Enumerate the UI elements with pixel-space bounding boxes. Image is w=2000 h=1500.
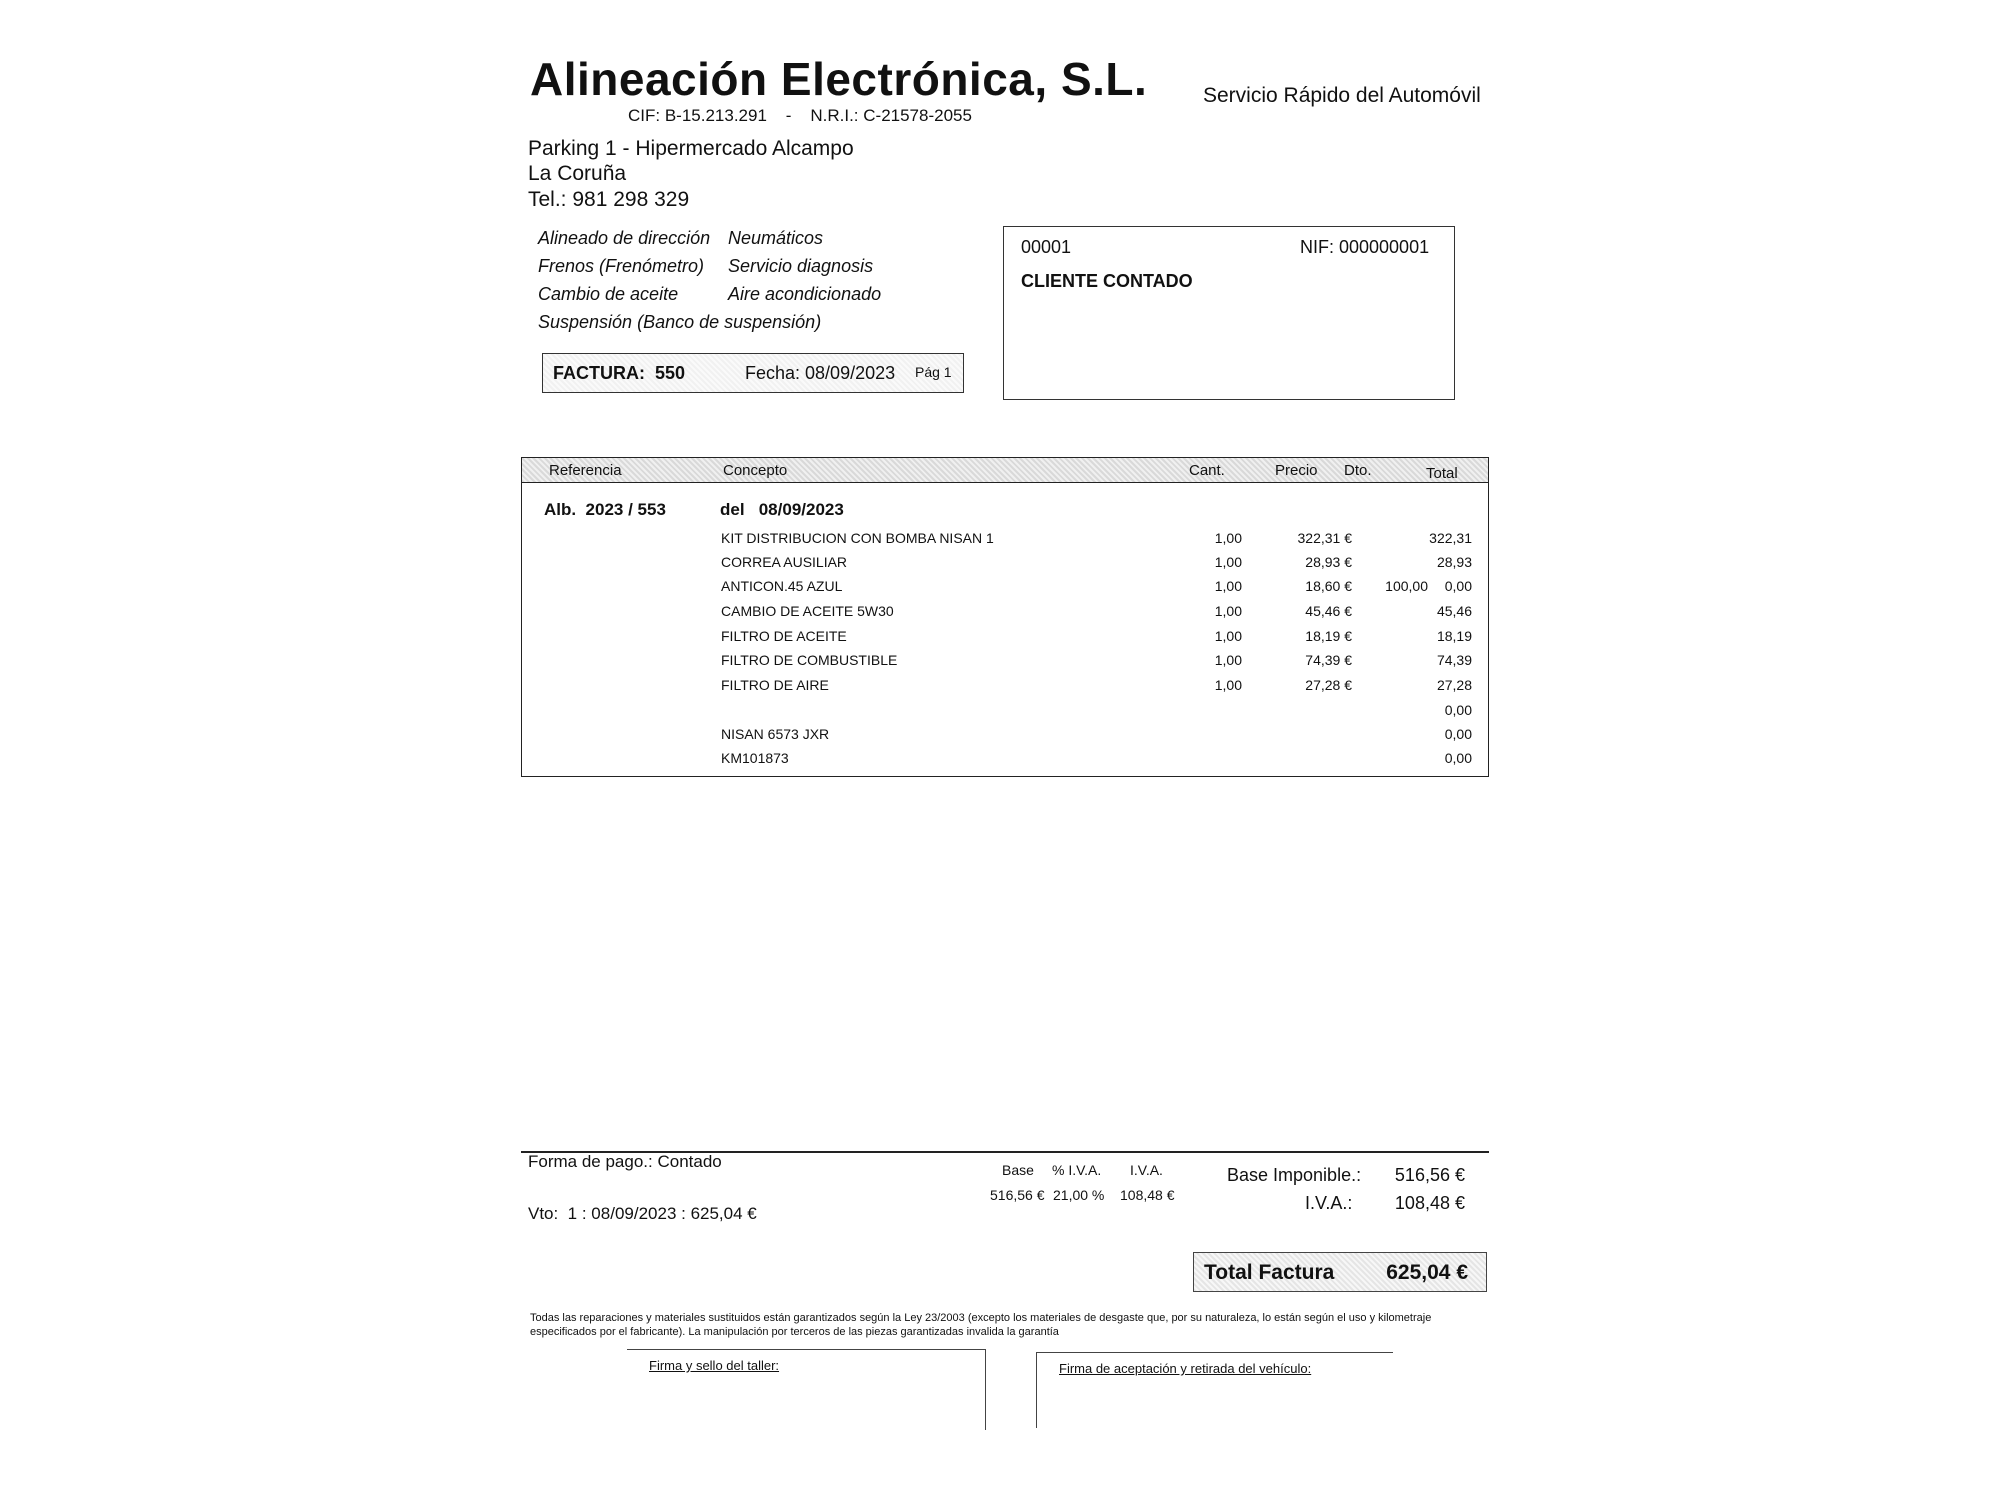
vat-amount-label: I.V.A.:	[1305, 1193, 1353, 1213]
company-address-line1: Parking 1 - Hipermercado Alcampo	[528, 137, 854, 160]
service-item: Alineado de dirección	[538, 228, 711, 248]
header-cantidad: Cant.	[1189, 462, 1225, 479]
header-precio: Precio	[1275, 462, 1318, 479]
table-row	[522, 702, 1488, 726]
item-quantity: 1,00	[1214, 652, 1242, 668]
item-total: 28,93	[1436, 554, 1472, 570]
services-row	[538, 280, 881, 308]
item-quantity: 1,00	[1214, 603, 1242, 619]
item-price: 45,46 €	[1305, 603, 1352, 619]
item-description: ANTICON.45 AZUL	[721, 578, 843, 594]
services-row	[538, 308, 881, 336]
payment-due: Vto: 1 : 08/09/2023 : 625,04 €	[528, 1204, 757, 1223]
table-row	[522, 677, 1488, 701]
item-description: FILTRO DE ACEITE	[721, 628, 847, 644]
invoice-lines-table	[521, 457, 1489, 777]
service-item: Cambio de aceite	[538, 284, 679, 304]
item-description: KM101873	[721, 750, 789, 766]
vat-value-base: 516,56 €	[990, 1187, 1045, 1203]
workshop-signature-box	[627, 1349, 986, 1430]
service-item: Servicio diagnosis	[728, 256, 874, 276]
services-list	[538, 224, 881, 336]
table-row	[522, 530, 1488, 554]
item-total: 322,31	[1429, 530, 1472, 546]
vat-amount-value: 108,48 €	[1394, 1193, 1465, 1213]
service-item: Frenos (Frenómetro)	[538, 256, 705, 276]
invoice-info-box	[542, 353, 964, 393]
table-row	[522, 603, 1488, 627]
item-description: NISAN 6573 JXR	[721, 726, 830, 742]
header-total: Total	[1426, 465, 1458, 482]
item-description: FILTRO DE AIRE	[721, 677, 829, 693]
vat-header-base: Base	[1002, 1162, 1034, 1178]
item-total: 27,28	[1436, 677, 1472, 693]
header-descuento: Dto.	[1344, 462, 1372, 479]
header-referencia: Referencia	[549, 462, 622, 479]
service-item: Aire acondicionado	[728, 284, 882, 304]
invoice-total-label: Total Factura	[1204, 1261, 1335, 1284]
customer-signature-box	[1036, 1352, 1393, 1428]
item-total: 0,00	[1444, 702, 1472, 718]
item-price: 74,39 €	[1305, 652, 1352, 668]
company-address-line2: La Coruña	[528, 162, 627, 185]
invoice-number: FACTURA: 550	[553, 363, 686, 383]
vat-value-iva: 108,48 €	[1120, 1187, 1175, 1203]
invoice-total-value: 625,04 €	[1386, 1261, 1468, 1284]
table-row	[522, 652, 1488, 676]
customer-signature-label: Firma de aceptación y retirada del vehículo:	[1059, 1361, 1312, 1376]
client-name: CLIENTE CONTADO	[1021, 271, 1193, 291]
item-price: 322,31 €	[1297, 530, 1352, 546]
item-quantity: 1,00	[1214, 554, 1242, 570]
vat-value-pct: 21,00 %	[1053, 1187, 1105, 1203]
payment-method: Forma de pago.: Contado	[528, 1152, 722, 1171]
item-discount: 100,00	[1385, 578, 1428, 594]
item-description: FILTRO DE COMBUSTIBLE	[721, 652, 898, 668]
table-row	[522, 726, 1488, 750]
delivery-note-date: del 08/09/2023	[720, 500, 844, 519]
item-total: 0,00	[1444, 750, 1472, 766]
item-price: 28,93 €	[1305, 554, 1352, 570]
table-row	[522, 578, 1488, 602]
header-concepto: Concepto	[723, 462, 788, 479]
item-total: 74,39	[1436, 652, 1472, 668]
service-item: Neumáticos	[728, 228, 824, 248]
company-tagline: Servicio Rápido del Automóvil	[1203, 84, 1481, 107]
company-name: Alineación Electrónica, S.L.	[530, 53, 1148, 105]
item-description: KIT DISTRIBUCION CON BOMBA NISAN 1	[721, 530, 994, 546]
item-description: CAMBIO DE ACEITE 5W30	[721, 603, 894, 619]
invoice-total-box	[1193, 1252, 1487, 1292]
item-total: 0,00	[1444, 726, 1472, 742]
company-phone: Tel.: 981 298 329	[528, 188, 690, 211]
invoice-date: Fecha: 08/09/2023	[745, 363, 896, 383]
item-description: CORREA AUSILIAR	[721, 554, 848, 570]
table-row	[522, 628, 1488, 652]
client-box	[1003, 226, 1455, 400]
table-header	[522, 458, 1488, 483]
delivery-note-ref: Alb. 2023 / 553	[544, 500, 666, 519]
service-item: Suspensión (Banco de suspensión)	[538, 312, 822, 332]
item-quantity: 1,00	[1214, 677, 1242, 693]
invoice-page: Pág 1	[915, 364, 952, 380]
warranty-disclaimer: Todas las reparaciones y materiales sustituidos están garantizados según la Ley 23/2003 (excepto los materiales de desgaste que, por su naturaleza, lo están según el uso y kilometraje especificados por el fabricante). La manipulación por terceros de las piezas garantizadas invalida la garantía	[530, 1312, 1432, 1338]
client-code: 00001	[1021, 237, 1072, 257]
company-tax-ids: CIF: B-15.213.291 - N.R.I.: C-21578-2055	[628, 106, 972, 125]
item-price: 27,28 €	[1305, 677, 1352, 693]
item-total: 18,19	[1436, 628, 1472, 644]
taxable-base-label: Base Imponible.:	[1227, 1165, 1362, 1185]
item-quantity: 1,00	[1214, 628, 1242, 644]
services-row	[538, 224, 881, 252]
item-total: 45,46	[1436, 603, 1472, 619]
services-row	[538, 252, 881, 280]
workshop-signature-label: Firma y sello del taller:	[649, 1358, 780, 1373]
client-nif: NIF: 000000001	[1300, 237, 1430, 257]
item-quantity: 1,00	[1214, 530, 1242, 546]
table-row	[522, 750, 1488, 774]
table-row	[522, 554, 1488, 578]
item-price: 18,19 €	[1305, 628, 1352, 644]
taxable-base-value: 516,56 €	[1394, 1165, 1465, 1185]
item-quantity: 1,00	[1214, 578, 1242, 594]
item-total: 0,00	[1444, 578, 1472, 594]
item-price: 18,60 €	[1305, 578, 1352, 594]
vat-header-iva: I.V.A.	[1130, 1162, 1163, 1178]
vat-header-pct: % I.V.A.	[1052, 1162, 1102, 1178]
